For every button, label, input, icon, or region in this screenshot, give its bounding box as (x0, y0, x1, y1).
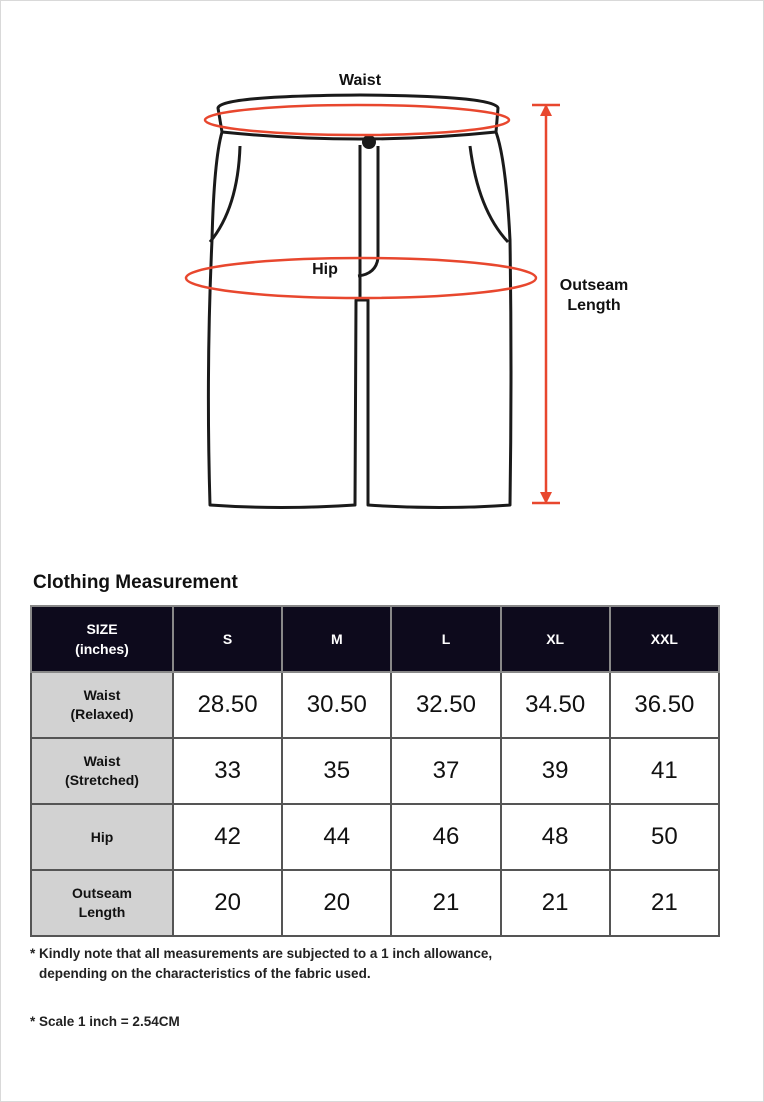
measurement-table (30, 605, 720, 937)
allowance-note (30, 944, 730, 984)
size-header-xl: XL (501, 606, 610, 672)
table-cell: 30.50 (282, 672, 391, 738)
table-cell: 39 (501, 738, 610, 804)
row-label-line1: Outseam (72, 885, 132, 901)
waist-label: Waist (338, 72, 382, 89)
size-corner-header (31, 606, 173, 672)
table-cell: 32.50 (391, 672, 500, 738)
table-row-outseam-length (31, 870, 719, 936)
size-header-xxl: XXL (610, 606, 719, 672)
table-header-row (31, 606, 719, 672)
table-cell: 33 (173, 738, 282, 804)
table-cell: 21 (391, 870, 500, 936)
table-cell: 46 (391, 804, 500, 870)
row-label (31, 738, 173, 804)
row-label-line2: (Relaxed) (70, 706, 134, 722)
row-label-line2: Length (78, 904, 126, 920)
section-title: Clothing Measurement (33, 572, 238, 593)
waist-measure-ring (205, 105, 509, 135)
table-cell: 37 (391, 738, 500, 804)
table-cell: 21 (501, 870, 610, 936)
table-cell: 34.50 (501, 672, 610, 738)
table-cell: 36.50 (610, 672, 719, 738)
table-cell: 50 (610, 804, 719, 870)
units-header-label: (inches) (75, 641, 129, 657)
size-header-s: S (173, 606, 282, 672)
size-header-l: L (391, 606, 500, 672)
row-label-line1: Waist (83, 687, 121, 703)
table-cell: 35 (282, 738, 391, 804)
table-cell: 28.50 (173, 672, 282, 738)
table-cell: 20 (173, 870, 282, 936)
row-label (31, 804, 173, 870)
table-cell: 21 (610, 870, 719, 936)
table-row-waist-relaxed (31, 672, 719, 738)
row-label-line1: Hip (90, 828, 114, 845)
table-cell: 42 (173, 804, 282, 870)
row-label-line1: Waist (83, 753, 121, 769)
outseam-label-line1: Outseam (559, 277, 629, 294)
table-row-hip (31, 804, 719, 870)
outseam-label (548, 276, 640, 316)
size-header-m: M (282, 606, 391, 672)
row-label (31, 672, 173, 738)
shorts-outline (208, 95, 511, 508)
row-label-line2: (Stretched) (65, 772, 139, 788)
table-cell: 44 (282, 804, 391, 870)
scale-note: * Scale 1 inch = 2.54CM (30, 1014, 180, 1029)
button-icon (362, 135, 376, 149)
hip-label: Hip (312, 261, 338, 278)
table-row-waist-stretched (31, 738, 719, 804)
allowance-note-line2: depending on the characteristics of the fabric used. (39, 966, 371, 981)
size-header-label: SIZE (86, 621, 118, 637)
allowance-note-line1: * Kindly note that all measurements are subjected to a 1 inch allowance, (30, 946, 493, 961)
table-cell: 20 (282, 870, 391, 936)
table-cell: 48 (501, 804, 610, 870)
row-label (31, 870, 173, 936)
table-cell: 41 (610, 738, 719, 804)
outseam-label-line2: Length (567, 297, 621, 314)
